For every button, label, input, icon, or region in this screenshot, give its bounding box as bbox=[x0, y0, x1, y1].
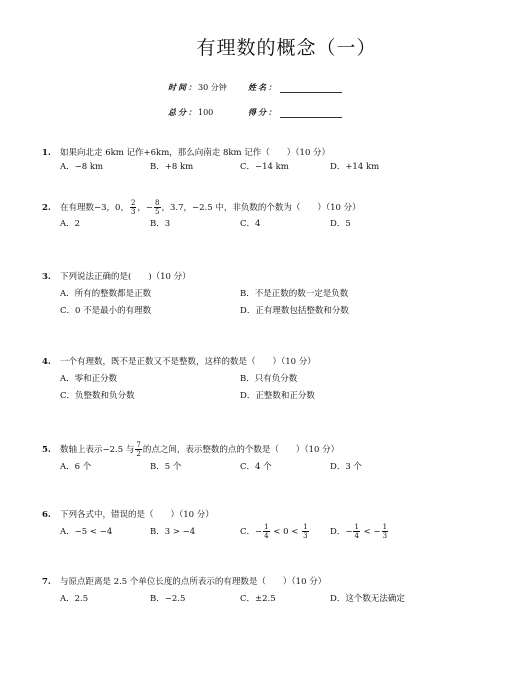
options-row bbox=[42, 389, 482, 403]
option-b[interactable]: B．5 个 bbox=[150, 462, 182, 472]
time-value: 30 分钟 bbox=[198, 83, 227, 92]
option-c[interactable]: C．4 个 bbox=[240, 462, 272, 472]
option-c[interactable]: C．负整数和负分数 bbox=[60, 391, 135, 401]
option-a[interactable]: A．6 个 bbox=[60, 462, 92, 472]
fraction-one-third: $\frac{1}{3}$ bbox=[382, 523, 388, 540]
fraction-seven-halves: $\frac{7}{2}$ bbox=[136, 441, 141, 458]
question-number: 6. bbox=[42, 510, 51, 520]
option-d[interactable]: D．+14 km bbox=[330, 162, 380, 172]
question-7 bbox=[42, 575, 482, 606]
score-info bbox=[248, 107, 342, 118]
question-number: 1. bbox=[42, 148, 51, 158]
score-blank[interactable] bbox=[280, 109, 342, 118]
fraction-one-quarter: $\frac{1}{4}$ bbox=[264, 523, 269, 540]
total-info bbox=[168, 107, 213, 118]
options-row bbox=[42, 460, 482, 474]
question-number: 2. bbox=[42, 203, 51, 213]
fraction-eight-fifths: $\frac{8}{5}$ bbox=[155, 199, 160, 216]
question-text: 数轴上表示−2.5 与 $\frac{7}{2}$ 的点之间，表示整数的点的个数是（ ）（10 分） bbox=[60, 441, 340, 458]
total-value: 100 bbox=[198, 108, 214, 117]
options-row bbox=[42, 304, 482, 318]
name-info bbox=[248, 82, 342, 93]
option-a[interactable]: A．2 bbox=[60, 219, 81, 229]
fraction-one-third: $\frac{1}{3}$ bbox=[303, 523, 308, 540]
option-c[interactable]: C．±2.5 bbox=[240, 594, 276, 604]
option-a[interactable]: A．−5 < −4 bbox=[60, 527, 113, 537]
question-text: 在有理数−3，0， $\frac{2}{3}$ ，− $\frac{8}{5}$ ，3.7，−2.5 中，非负数的个数为（ ）（10 分） bbox=[60, 199, 361, 216]
fraction-one-quarter: $\frac{1}{4}$ bbox=[354, 523, 359, 540]
fraction-two-thirds: $\frac{2}{3}$ bbox=[130, 199, 136, 216]
option-c[interactable]: C．− $\frac{1}{4}$ < 0 < $\frac{1}{3}$ bbox=[240, 523, 308, 540]
option-d[interactable]: D．− $\frac{1}{4}$ < − $\frac{1}{3}$ bbox=[330, 523, 388, 540]
question-3 bbox=[42, 270, 482, 318]
question-text: 一个有理数，既不是正数又不是整数，这样的数是（ ）（10 分） bbox=[60, 357, 316, 367]
option-a[interactable]: A．2.5 bbox=[60, 594, 89, 604]
name-blank[interactable] bbox=[280, 84, 342, 93]
time-info bbox=[168, 82, 227, 93]
options-row bbox=[42, 217, 482, 231]
option-a[interactable]: A．零和正分数 bbox=[60, 374, 118, 384]
question-number: 5. bbox=[42, 445, 51, 455]
option-a[interactable]: A．−8 km bbox=[60, 162, 104, 172]
option-d[interactable]: D．正有理数包括整数和分数 bbox=[240, 306, 349, 316]
question-1 bbox=[42, 146, 482, 174]
options-row bbox=[42, 592, 482, 606]
option-b[interactable]: B．3 > −4 bbox=[150, 527, 196, 537]
question-text: 如果向北走 6km 记作+6km，那么向南走 8km 记作（ ）（10 分） bbox=[60, 148, 331, 158]
name-label: 姓名： bbox=[248, 82, 278, 92]
option-d[interactable]: D．这个数无法确定 bbox=[330, 594, 405, 604]
score-label: 得分： bbox=[248, 107, 278, 117]
question-text: 下列说法正确的是( )（10 分） bbox=[60, 272, 191, 282]
question-text: 下列各式中，错误的是（ ）（10 分） bbox=[60, 510, 214, 520]
option-b[interactable]: B．+8 km bbox=[150, 162, 194, 172]
option-c[interactable]: C．0 不是最小的有理数 bbox=[60, 306, 152, 316]
options-row bbox=[42, 160, 482, 174]
option-b[interactable]: B．−2.5 bbox=[150, 594, 186, 604]
option-c[interactable]: C．−14 km bbox=[240, 162, 289, 172]
question-number: 4. bbox=[42, 357, 51, 367]
question-text: 与原点距离是 2.5 个单位长度的点所表示的有理数是（ ）（10 分） bbox=[60, 577, 327, 587]
question-4 bbox=[42, 355, 482, 403]
option-d[interactable]: D．3 个 bbox=[330, 462, 362, 472]
question-number: 3. bbox=[42, 272, 51, 282]
option-d[interactable]: D．5 bbox=[330, 219, 351, 229]
option-b[interactable]: B．3 bbox=[150, 219, 171, 229]
option-b[interactable]: B．不是正数的数一定是负数 bbox=[240, 289, 349, 299]
question-number: 7. bbox=[42, 577, 51, 587]
options-row bbox=[42, 522, 482, 542]
question-2 bbox=[42, 199, 482, 231]
options-row bbox=[42, 287, 482, 301]
option-b[interactable]: B．只有负分数 bbox=[240, 374, 298, 384]
time-label: 时间： bbox=[168, 82, 198, 92]
option-d[interactable]: D．正整数和正分数 bbox=[240, 391, 315, 401]
total-label: 总分： bbox=[168, 107, 198, 117]
page-title: 有理数的概念（一） bbox=[196, 37, 377, 59]
options-row bbox=[42, 372, 482, 386]
option-a[interactable]: A．所有的整数都是正数 bbox=[60, 289, 152, 299]
option-c[interactable]: C．4 bbox=[240, 219, 261, 229]
question-6 bbox=[42, 508, 482, 542]
question-5 bbox=[42, 440, 482, 474]
